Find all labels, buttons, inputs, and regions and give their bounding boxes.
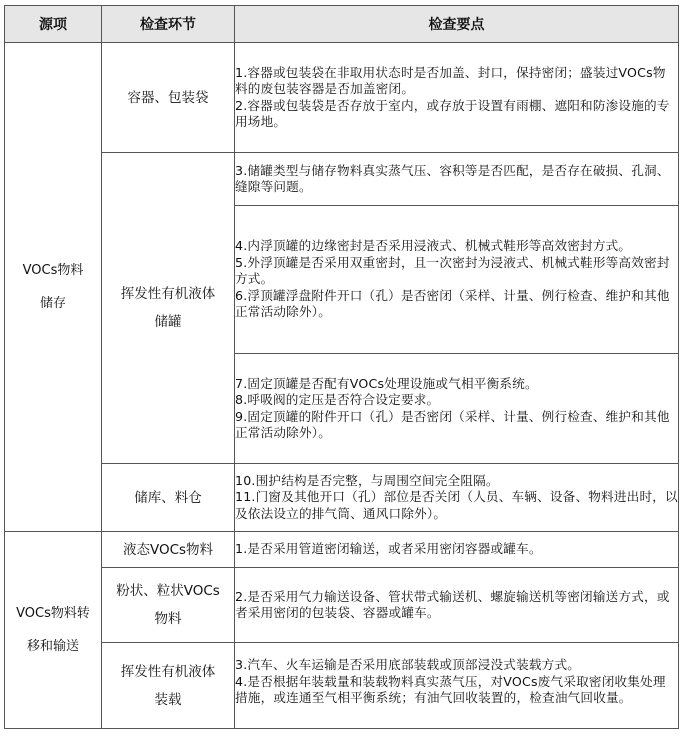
points-cell: 4.内浮顶罐的边缘密封是否采用浸液式、机械式鞋形等高效密封方式。 5.外浮顶罐是否采用双重密封，且一次密封为浸液式、机械式鞋形等高效密封方式。 6.浮顶罐浮盘附件开口（孔）是否密闭（采样、计量、例行检查、维护和其他正常活动除外）。 [235,206,679,354]
table-row [5,568,679,643]
header-source: 源项 [5,6,102,43]
source-cell: VOCs物料 储存 [5,43,102,532]
step-cell: 容器、包装袋 [102,43,235,153]
points-cell: 7.固定顶罐是否配有VOCs处理设施或气相平衡系统。 8.呼吸阀的定压是否符合设定要求。 9.固定顶罐的附件开口（孔）是否密闭（采样、计量、例行检查、维护和其他正常活动除外）。 [235,354,679,464]
table-row [5,153,679,206]
table-row [5,464,679,532]
points-cell: 3.储罐类型与储存物料真实蒸气压、容积等是否匹配，是否存在破损、孔洞、缝隙等问题。 [235,153,679,206]
step-cell: 储库、料仓 [102,464,235,532]
header-step: 检查环节 [102,6,235,43]
header-row [5,6,679,43]
points-cell: 1.是否采用管道密闭输送，或者采用密闭容器或罐车。 [235,532,679,568]
points-cell: 1.容器或包装袋在非取用状态时是否加盖、封口，保持密闭；盛装过VOCs物料的废包装容器是否加盖密闭。 2.容器或包装袋是否存放于室内，或存放于设置有雨棚、遮阳和防渗设施的专用场地。 [235,43,679,153]
step-cell: 挥发性有机液体 储罐 [102,153,235,464]
source-cell: VOCs物料转 移和输送 [5,532,102,729]
step-cell: 液态VOCs物料 [102,532,235,568]
step-cell: 挥发性有机液体 装载 [102,643,235,729]
table-row [5,532,679,568]
table-row [5,43,679,153]
points-cell: 2.是否采用气力输送设备、管状带式输送机、螺旋输送机等密闭输送方式，或者采用密闭的包装袋、容器或罐车。 [235,568,679,643]
table-row [5,643,679,729]
header-points: 检查要点 [235,6,679,43]
step-cell: 粉状、粒状VOCs 物料 [102,568,235,643]
points-cell: 10.围护结构是否完整，与周围空间完全阻隔。 11.门窗及其他开口（孔）部位是否关闭（人员、车辆、设备、物料进出时，以及依法设立的排气筒、通风口除外）。 [235,464,679,532]
inspection-table [4,5,679,729]
points-cell: 3.汽车、火车运输是否采用底部装载或顶部浸没式装载方式。 4.是否根据年装载量和装载物料真实蒸气压，对VOCs废气采取密闭收集处理措施，或连通至气相平衡系统；有油气回收装置的，检查油气回收量。 [235,643,679,729]
